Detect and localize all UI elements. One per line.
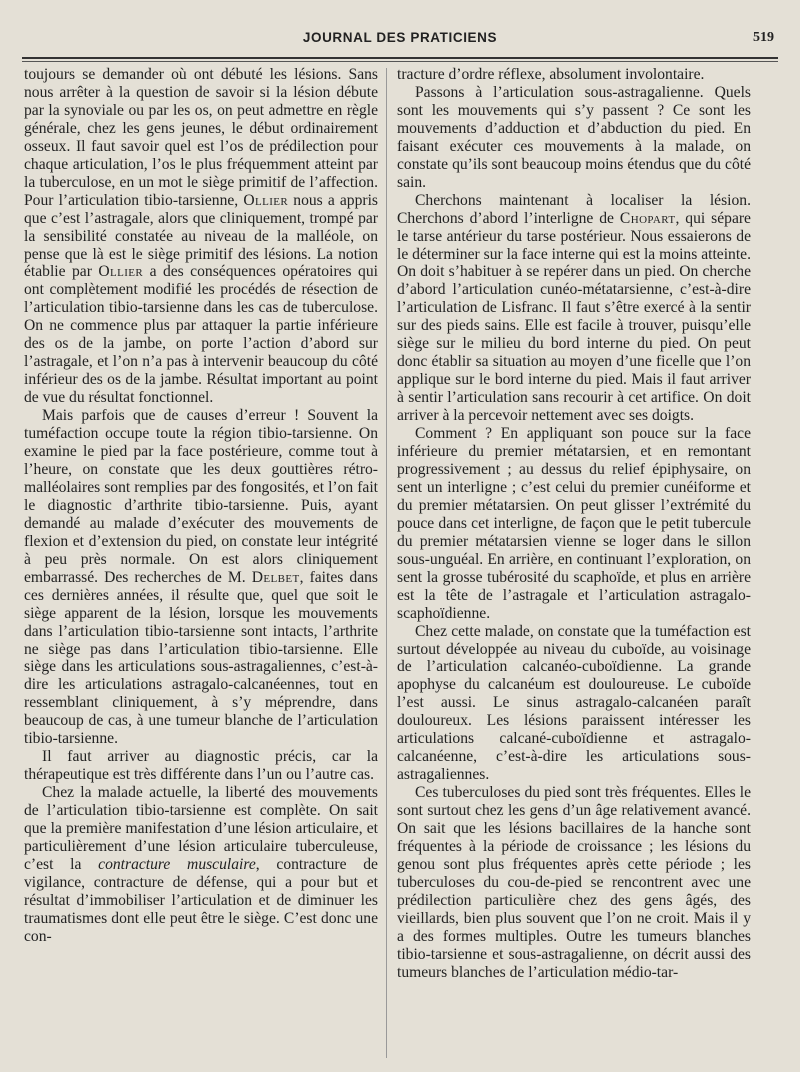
paragraph: Chez cette malade, on constate que la tuméfaction est surtout développée au niveau du cuboïde, au voisinage de l’articulation calcanéo-cuboïdienne. La grande apophyse du calcanéum est douloureuse. Le cuboïde l’est aussi. Le sinus astragalo-calcanéen paraît douloureux. Les lésions paraissent intéresser les articulations calcané-cuboïdienne et astragalo-calcanéenne, c’est-à-dire les articulations sous-astragaliennes. — [397, 622, 751, 784]
text-run: a des conséquences opératoires qui ont complètement modifié les procédés de résection de l’articulation tibio-tarsienne dans les cas de tuberculose. On ne commence plus par attaquer la partie inférieure des os de la jambe, on porte l’action d’abord sur l’astragale, et l’on n’a pas à intervenir beaucoup du côté inférieur des os de la jambe. Résultat important au point de vue du résultat fonctionnel. — [24, 263, 378, 407]
text-run: , qui sépare le tarse antérieur du tarse postérieur. Nous essaierons de le déterminer sur la face interne qui est la moins atteinte. On doit s’habituer à se repérer dans un pied. On cherche d’abord l’articulation cunéo-métatarsienne, c’est-à-dire l’articulation de Lisfranc. Il faut s’être exercé à la sentir sur des pieds sains. Elle est facile à trouver, puisqu’elle siège sur le milieu du bord interne du pied. On peut donc établir sa situation au moyen d’une ficelle que l’on applique sur le bord interne du pied. Mais il faut arriver à sentir l’articulation sans recourir à cet artifice. On doit arriver à la percevoir nettement avec ses doigts. — [397, 209, 751, 425]
page-number: 519 — [753, 30, 774, 45]
header-rule — [22, 57, 778, 59]
emphasis: contracture musculaire — [98, 855, 256, 873]
paragraph: Passons à l’articulation sous-astragalienne. Quels sont les mouvements qui s’y passent ? Ce sont les mouvements d’adduction et d’abduction du pied. En faisant exécuter ces mouvements à la malade, on constate qu’ils sont beaucoup moins étendus que du côté sain. — [397, 83, 751, 191]
column-divider — [386, 68, 387, 1058]
page-header — [20, 28, 780, 58]
paragraph — [397, 192, 751, 425]
paragraph: Ces tuberculoses du pied sont très fréquentes. Elles le sont surtout chez les gens d’un âge relativement avancé. On sait que les lésions bacillaires de la hanche sont fréquentes à la période de croissance ; les lésions du genou sont plus fréquentes après cette période ; les tuberculoses du cou-de-pied se rencontrent avec une prédilection particulière chez des gens âgés, des vieillards, bien plus souvent que l’on ne croit. Mais il y a des formes multiples. Outre les tumeurs blanches tibio-tarsienne et sous-astragalienne, on décrit aussi des tumeurs blanches de l’articulation médio-tar- — [397, 784, 751, 981]
text-run: Mais parfois que de causes d’erreur ! Souvent la tuméfaction occupe toute la région tibio-tarsienne. On examine le pied par la face postérieure, comme tout à l’heure, on constate que les deux gouttières rétro-malléolaires sont remplies par des fongosités, et l’on fait le diagnostic d’arthrite tibio-tarsienne. Puis, ayant demandé au malade d’exécuter des mouvements de flexion et d’extension du pied, on constate leur intégrité à peu près normale. On est alors cliniquement embarrassé. Des recherches de M. — [24, 407, 378, 586]
paragraph: tracture d’ordre réflexe, absolument involontaire. — [397, 66, 705, 83]
text-run: toujours se demander où ont débuté les lésions. Sans nous arrêter à la question de savoir si la lésion débute par la synoviale ou par les os, on peut admettre en règle générale, chez les gens jeunes, le début ordinairement osseux. Il faut savoir quel est l’os de prédilection pour chaque articulation, l’os le plus fréquemment atteint par la tuberculose, en un mot le siège primitif de l’affection. Pour l’articulation tibio-tarsienne, — [24, 66, 378, 209]
author-name: Delbet — [251, 568, 300, 586]
header-rule-thin — [22, 61, 778, 62]
text-run: Cherchons maintenant à localiser la lésion. Cherchons d’abord l’interligne de — [397, 191, 751, 227]
left-column — [24, 66, 378, 946]
right-column — [397, 66, 751, 982]
paragraph — [24, 66, 378, 407]
paragraph: Il faut arriver au diagnostic précis, car la thérapeutique est très différente dans l’un ou l’autre cas. — [24, 748, 378, 784]
author-name: Ollier — [98, 263, 144, 281]
running-title: JOURNAL DES PRATICIENS — [302, 30, 498, 45]
author-name: Ollier — [243, 191, 289, 209]
paragraph — [24, 784, 378, 946]
text-run: nous a appris que c’est l’astragale, alors que cliniquement, trompé par la sensibilité constatée au niveau de la malléole, on pense que là est le siège primitif des lésions. La notion établie par — [24, 191, 378, 281]
paragraph — [24, 407, 378, 748]
text-run: , contracture de vigilance, contracture de défense, qui a pour but et résultat d’immobiliser l’articulation et de diminuer les traumatismes dont elle peut être le siège. C’est donc une con- — [24, 855, 378, 945]
text-run: Chez la malade actuelle, la liberté des mouvements de l’articulation tibio-tarsienne est complète. On sait que la première manifestation d’une lésion articulaire, et particulièrement d’une lésion articulaire tuberculeuse, c’est la — [24, 784, 378, 873]
paragraph: Comment ? En appliquant son pouce sur la face inférieure du premier métatarsien, et en remontant progressivement ; au dessus du relief épiphysaire, on sent un interligne ; c’est celui du premier cunéiforme et du premier métatarsien. On peut glisser l’extrémité du pouce dans cet interligne, de façon que le petit tubercule du premier métatarsien vienne se loger dans le sillon sous-unguéal. En arrière, en continuant l’exploration, on sent la grosse tubérosité du scaphoïde, et plus en arrière est la tête de l’astragale et l’articulation astragalo-scaphoïdienne. — [397, 425, 751, 622]
text-run: , faites dans ces dernières années, il résulte que, quel que soit le siège apparent de la lésion, lorsque les mouvements dans l’articulation tibio-tarsienne sont intacts, l’arthrite ne siège pas dans l’articulation tibio-tarsienne. Elle siège dans les articulations sous-astragaliennes, c’est-à-dire les articulations astragalo-calcanéennes, tout en ressemblant cliniquement, à s’y méprendre, dans beaucoup de cas, à une tumeur blanche de l’articulation tibio-tarsienne. — [24, 568, 378, 748]
author-name: Chopart — [619, 209, 676, 227]
